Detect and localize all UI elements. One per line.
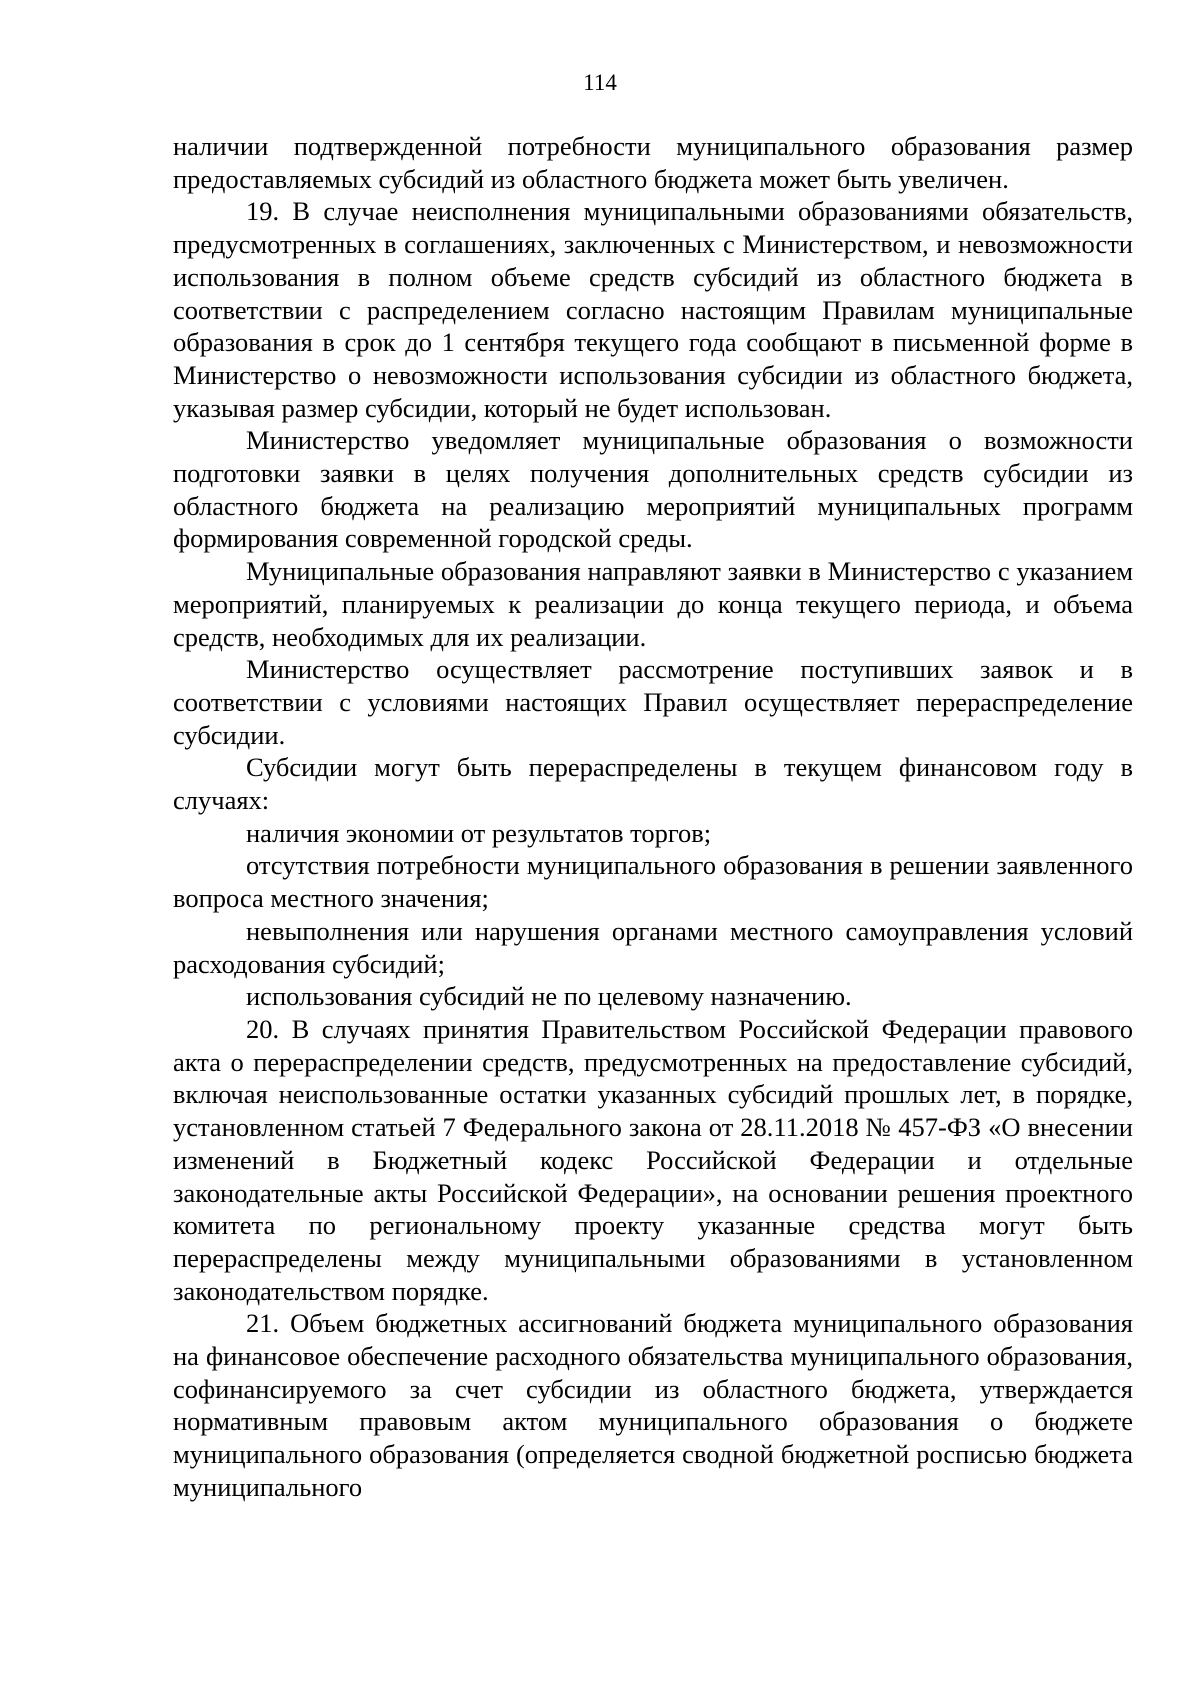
list-item-misuse: использования субсидий не по целевому назначению. <box>246 981 852 1012</box>
paragraph-redistribution: Министерство осуществляет рассмотрение поступивших заявок и в соответствии с условиями настоящих Правил осуществляет перераспределение субсидии. <box>173 654 1133 750</box>
paragraph-cases-intro: Субсидии могут быть перераспределены в текущем финансовом году в случаях: <box>173 752 1133 816</box>
paragraph-continuation: наличии подтвержденной потребности муниципального образования размер предоставляемых субсидий из областного бюджета может быть увеличен. <box>173 131 1133 194</box>
paragraph-item-20: 20. В случаях принятия Правительством Российской Федерации правового акта о перераспределении средств, предусмотренных на предоставление субсидий, включая неиспользованные остатки указанных субсидий прошлых лет, в порядке, установленном статьей 7 Федерального закона от 28.11.2018 № 457-ФЗ «О внесении изменений в Бюджетный кодекс Российской Федерации и отдельные законодательные акты Российской Федерации», на основании решения проектного комитета по региональному проекту указанные средства могут быть перераспределены между муниципальными образованиями в установленном законодательством порядке. <box>173 1013 1133 1306</box>
paragraph-item-21: 21. Объем бюджетных ассигнований бюджета муниципального образования на финансовое обеспечение расходного обязательства муниципального образования, софинансируемого за счет субсидии из областного бюджета, утверждается нормативным правовым актом муниципального образования о бюджете муниципального образования (определяется сводной бюджетной росписью бюджета муниципального <box>173 1308 1133 1502</box>
paragraph-ministry-notice: Министерство уведомляет муниципальные образования о возможности подготовки заявки в целях получения дополнительных средств субсидии из областного бюджета на реализацию мероприятий муниципальных программ формирования современной городской среды. <box>173 425 1133 554</box>
document-body <box>173 130 1133 1504</box>
paragraph-item-19: 19. В случае неисполнения муниципальными образованиями обязательств, предусмотренных в соглашениях, заключенных с Министерством, и невозможности использования в полном объеме средств субсидий из областного бюджета в соответствии с распределением согласно настоящим Правилам муниципальные образования в срок до 1 сентября текущего года сообщают в письменной форме в Министерство о невозможности использования субсидии из областного бюджета, указывая размер субсидии, который не будет использован. <box>173 196 1133 423</box>
page-number: 114 <box>583 70 617 95</box>
list-item-violation: невыполнения или нарушения органами местного самоуправления условий расходования субсидий; <box>173 915 1133 979</box>
paragraph-applications: Муниципальные образования направляют заявки в Министерство с указанием мероприятий, планируемых к реализации до конца текущего периода, и объема средств, необходимых для их реализации. <box>173 556 1133 652</box>
list-item-no-need: отсутствия потребности муниципального образования в решении заявленного вопроса местного значения; <box>173 850 1133 914</box>
list-item-savings: наличия экономии от результатов торгов; <box>246 817 712 848</box>
